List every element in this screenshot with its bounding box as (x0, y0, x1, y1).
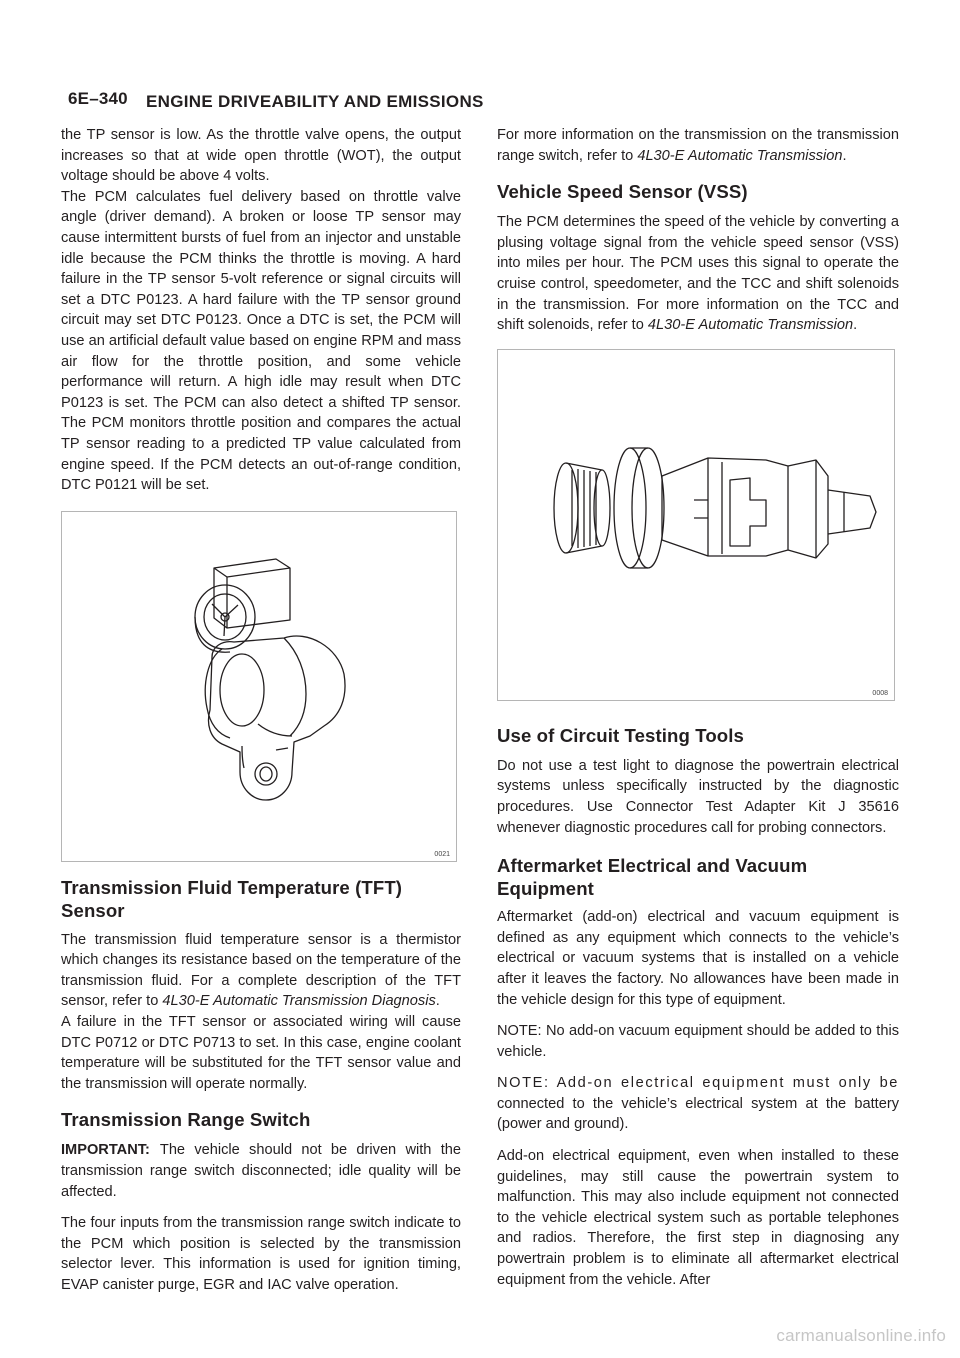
note-vacuum: NOTE: No add-on vacuum equipment should be added to this vehicle. (497, 1023, 899, 1060)
figure-label: 0021 (434, 850, 450, 858)
tp-sensor-figure (61, 511, 457, 862)
tp-sensor-illustration (62, 512, 456, 861)
note-electrical-rest: connected to the vehicle’s electrical system at the battery (power and ground). (497, 1095, 899, 1133)
tft-heading-line-1: Transmission Fluid Temperature (TFT) (61, 876, 403, 898)
trs-paragraph-2: The four inputs from the transmission range switch indicate to the PCM which position is selected by the transmission selector lever. This information is used for ignition timing, EVAP canister purge, EGR and IAC valve operation. (61, 1215, 461, 1293)
figure-label: 0008 (872, 689, 888, 697)
tft-paragraph-1-reference: 4L30-E Automatic Transmission Diagnosis (162, 993, 436, 1010)
page-header-title: ENGINE DRIVEABILITY AND EMISSIONS (146, 92, 484, 111)
vss-paragraph-end: . (853, 317, 858, 334)
tp-sensor-paragraph-2: The PCM calculates fuel delivery based on throttle valve angle (driver demand). A broken or loose TP sensor may cause intermittent bursts of fuel from an injector and unstable idle because the PCM thinks the throttle is moving. A hard failure in the TP sensor 5-volt reference or signal circuits will set a DTC P0123. A hard failure with the TP sensor ground circuit may set DTC P0123. Once a DTC is set, the PCM will use an artificial default value based on engine RPM and mass air flow for the throttle position, and some vehicle performance will return. A high idle may result when DTC P0123 is set. The PCM can also detect a shifted TP sensor. The PCM monitors throttle position and compares the actual TP sensor reading to a predicted TP value calculated from engine speed. If the PCM detects an out-of-range condition, DTC P0121 will be set. (61, 188, 461, 494)
tft-paragraph-1-end: . (435, 993, 440, 1010)
note-electrical (497, 1073, 899, 1135)
watermark: carmanualsonline.info (776, 1326, 946, 1345)
vss-paragraph-text: The PCM determines the speed of the vehicle by converting a plusing voltage signal from the vehicle speed sensor (VSS) into miles per hour. The PCM uses this signal to operate the cruise control, speedometer, and the TCC and shift solenoids in the transmission. For more information on the TCC and shift solenoids, refer to (497, 214, 899, 334)
page-number: 6E–340 (68, 89, 128, 108)
vss-heading: Vehicle Speed Sensor (VSS) (497, 181, 748, 203)
trs-more-info-paragraph (497, 125, 899, 166)
circuit-tools-heading: Use of Circuit Testing Tools (497, 724, 744, 746)
trs-more-info-reference: 4L30-E Automatic Transmission (637, 147, 843, 164)
important-text: The vehicle should not be driven with the transmission range switch disconnected; idle quality will be affected. (61, 1142, 461, 1200)
tft-paragraph-2: A failure in the TFT sensor or associated wiring will cause DTC P0712 or DTC P0713 to set. In this case, engine coolant temperature will be substituted for the TFT sensor value and the transmission will operate normally. (61, 1014, 461, 1092)
trs-heading: Transmission Range Switch (61, 1109, 311, 1131)
tft-heading (61, 876, 461, 922)
important-label: IMPORTANT: (61, 1142, 150, 1159)
aftermarket-heading (497, 854, 899, 900)
left-column (61, 125, 461, 1307)
trs-important-paragraph (61, 1140, 461, 1202)
note-electrical-line-1: NOTE: Add-on electrical equipment must only be (497, 1075, 899, 1092)
tp-sensor-paragraph-1: the TP sensor is low. As the throttle valve opens, the output increases so that at wide open throttle (WOT), the output voltage should be above 4 volts. (61, 127, 461, 185)
trs-more-info-text: For more information on the transmission on the transmission range switch, refer to (497, 127, 899, 164)
tft-paragraph-1-text: The transmission fluid temperature sensor is a thermistor which changes its resistance based on the temperature of the transmission fluid. For a complete description of the TFT sensor, refer to (61, 931, 461, 1010)
vss-figure (497, 349, 895, 701)
trs-more-info-end: . (842, 147, 847, 164)
tft-heading-line-2: Sensor (61, 899, 125, 921)
tft-paragraph-1 (61, 930, 461, 1012)
aftermarket-paragraph-2: Add-on electrical equipment, even when installed to these guidelines, may still cause the powertrain system to malfunction. This may also include equipment not connected to the vehicle electrical system such as portable telephones and radios. Therefore, the first step in diagnosing any powertrain problem is to eliminate all aftermarket electrical equipment from the vehicle. After (497, 1148, 899, 1288)
aftermarket-heading-line-2: Equipment (497, 878, 594, 900)
vss-illustration (498, 350, 894, 700)
vss-paragraph-reference: 4L30-E Automatic Transmission (647, 317, 854, 334)
aftermarket-paragraph-1: Aftermarket (add-on) electrical and vacuum equipment is defined as any equipment which connects to the vehicle’s electrical or vacuum systems that is installed on a vehicle after it leaves the factory. No allowances have been made in the vehicle design for this type of equipment. (497, 909, 899, 1008)
circuit-tools-paragraph: Do not use a test light to diagnose the powertrain electrical systems unless specifically instructed by the diagnostic procedures. Use Connector Test Adapter Kit J 35616 whenever diagnostic procedures call for probing connectors. (497, 757, 899, 836)
right-column (497, 125, 899, 1301)
vss-paragraph (497, 212, 899, 336)
aftermarket-heading-line-1: Aftermarket Electrical and Vacuum (497, 855, 808, 877)
